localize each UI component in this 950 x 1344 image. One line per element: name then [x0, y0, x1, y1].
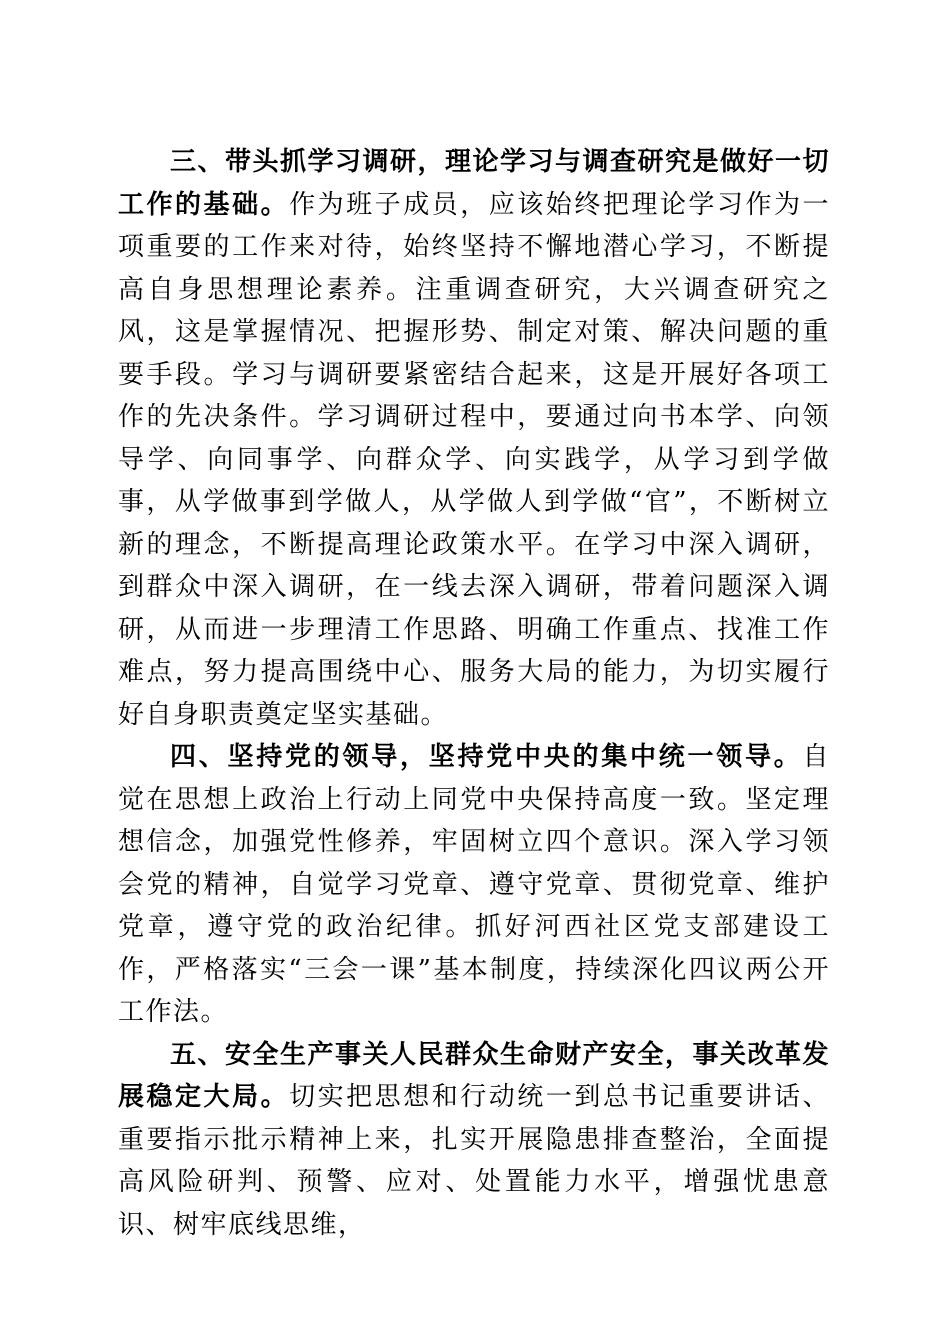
document-page — [118, 141, 830, 1246]
paragraph-five — [118, 1034, 830, 1247]
paragraph-four — [118, 736, 830, 1034]
paragraph-three — [118, 141, 830, 736]
paragraph-body: 切实把思想和行动统一到总书记重要讲话、重要指示批示精神上来，扎实开展隐患排查整治，全面提高风险研判、预警、应对、处置能力水平，增强忧患意识、树牢底线思维， — [118, 1082, 830, 1240]
paragraph-body: 自觉在思想上政治上行动上同党中央保持高度一致。坚定理想信念，加强党性修养，牢固树立四个意识。深入学习领会党的精神，自觉学习党章、遵守党章、贯彻党章、维护党章，遵守党的政治纪律。抓好河西社区党支部建设工作，严格落实“三会一课”基本制度，持续深化四议两公开工作法。 — [118, 742, 830, 1027]
paragraph-heading: 五、安全生产事关人民群众生命财产安全，事关改革发展稳定大局。 — [118, 1039, 831, 1112]
paragraph-heading: 四、坚持党的领导，坚持党中央的集中统一领导。 — [170, 742, 803, 772]
paragraph-heading: 三、带头抓学习调研，理论学习与调查研究是做好一切工作的基础。 — [118, 147, 831, 220]
paragraph-body: 作为班子成员，应该始终把理论学习作为一项重要的工作来对待，始终坚持不懈地潜心学习，不断提高自身思想理论素养。注重调查研究，大兴调查研究之风，这是掌握情况、把握形势、制定对策、解决问题的重要手段。学习与调研要紧密结合起来，这是开展好各项工作的先决条件。学习调研过程中，要通过向书本学、向领导学、向同事学、向群众学、向实践学，从学习到学做事，从学做事到学做人，从学做人到学做“官”，不断树立新的理念，不断提高理论政策水平。在学习中深入调研，到群众中深入调研，在一线去深入调研，带着问题深入调研，从而进一步理清工作思路、明确工作重点、找准工作难点，努力提高围绕中心、服务大局的能力，为切实履行好自身职责奠定坚实基础。 — [118, 189, 830, 730]
